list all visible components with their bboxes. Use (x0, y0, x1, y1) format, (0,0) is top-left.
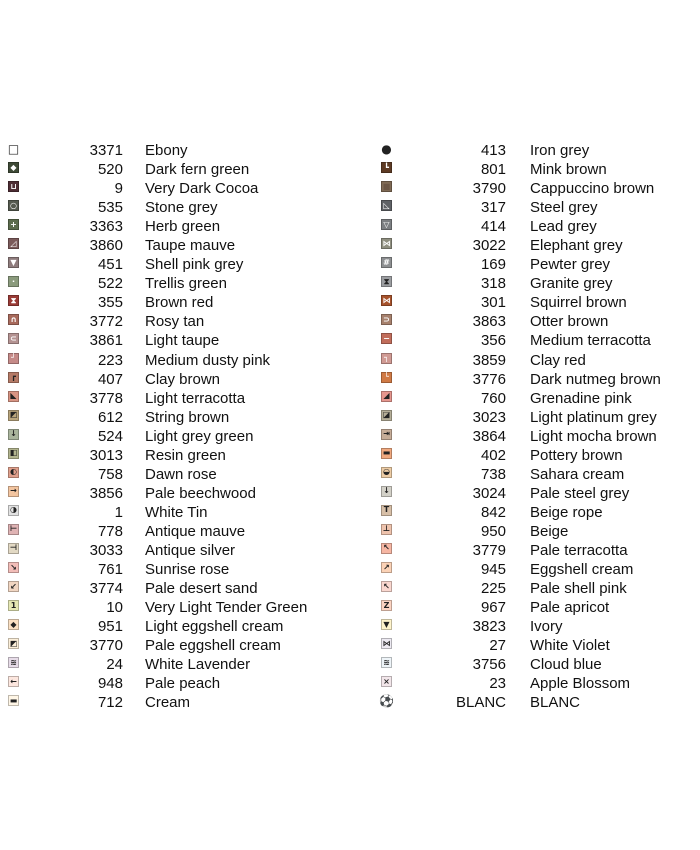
thread-code: BLANC (455, 694, 506, 712)
color-swatch-icon (381, 695, 392, 706)
thread-name: Resin green (145, 446, 226, 464)
thread-name: Light grey green (145, 427, 254, 445)
thread-code: 356 (480, 332, 506, 350)
symbol-glyph: ⇥ (383, 429, 390, 439)
symbol-glyph: ⊣ (9, 543, 18, 553)
color-swatch-icon (8, 581, 19, 592)
thread-code: 522 (97, 275, 123, 293)
thread-name: Pale apricot (530, 599, 610, 617)
thread-name: Elephant grey (530, 237, 623, 255)
color-swatch-icon (381, 562, 392, 573)
color-swatch-icon (381, 486, 392, 497)
color-swatch-icon (381, 238, 392, 249)
thread-name: Cappuccino brown (530, 180, 655, 198)
symbol-glyph: ◣ (10, 391, 17, 401)
thread-name: Stone grey (145, 199, 218, 217)
thread-name: Light taupe (145, 332, 220, 350)
thread-name: White Tin (145, 503, 208, 521)
thread-name: Mink brown (530, 161, 607, 179)
thread-code: 3371 (89, 142, 123, 159)
symbol-glyph: ⧗ (383, 276, 390, 286)
thread-name: BLANC (530, 694, 581, 712)
symbol-glyph: ↙ (10, 581, 17, 591)
symbol-glyph: └ (384, 372, 389, 382)
symbol-glyph: ● (381, 141, 392, 156)
symbol-glyph: ↓ (10, 429, 17, 439)
thread-code: 3778 (89, 389, 123, 407)
symbol-glyph: ◐ (10, 467, 17, 477)
color-swatch-icon (8, 410, 19, 421)
thread-code: 712 (97, 694, 123, 712)
color-swatch-icon (8, 295, 19, 306)
symbol-glyph: × (383, 676, 390, 686)
thread-code: 3772 (89, 313, 123, 331)
thread-name: Dark nutmeg brown (530, 370, 661, 388)
thread-name: Light terracotta (145, 389, 246, 407)
thread-name: Apple Blossom (530, 675, 631, 693)
thread-code: 3859 (472, 351, 506, 369)
symbol-glyph: + (10, 219, 17, 229)
thread-name: Medium dusty pink (145, 351, 271, 369)
thread-code: 317 (480, 199, 506, 217)
thread-name: Beige rope (530, 503, 603, 521)
thread-code: 301 (480, 294, 506, 312)
thread-name: Sahara cream (530, 465, 625, 483)
color-swatch-icon (381, 600, 392, 611)
symbol-glyph: ⊥ (382, 524, 391, 534)
thread-name: Medium terracotta (530, 332, 651, 350)
thread-name: Pale desert sand (145, 580, 258, 598)
thread-name: Pottery brown (530, 446, 623, 464)
thread-name: Shell pink grey (145, 256, 244, 274)
thread-code: 3774 (89, 580, 123, 598)
color-swatch-icon (381, 638, 392, 649)
color-swatch-icon (381, 314, 392, 325)
thread-name: Iron grey (530, 142, 590, 159)
symbol-glyph: ◢ (383, 391, 390, 401)
thread-code: 3856 (89, 484, 123, 502)
thread-code: 535 (97, 199, 123, 217)
color-swatch-icon (381, 467, 392, 478)
thread-code: 945 (480, 561, 506, 579)
thread-name: Light platinum grey (530, 408, 657, 426)
thread-name: White Lavender (145, 656, 251, 674)
symbol-glyph: · (11, 276, 16, 286)
symbol-glyph: ◩ (9, 410, 18, 420)
thread-code: 3023 (472, 408, 506, 426)
thread-name: Light mocha brown (530, 427, 657, 445)
thread-name: White Violet (530, 637, 610, 655)
symbol-glyph: ⊔ (10, 181, 17, 191)
color-swatch-icon (8, 486, 19, 497)
thread-code: 524 (97, 427, 123, 445)
thread-name: Lead grey (530, 218, 597, 236)
symbol-glyph: ⋈ (382, 238, 391, 248)
symbol-glyph: ▬ (9, 695, 18, 705)
thread-code: 1 (114, 503, 123, 521)
thread-name: Ebony (145, 142, 188, 159)
color-swatch-icon (381, 429, 392, 440)
thread-code: 3776 (472, 370, 506, 388)
symbol-glyph: ┐ (384, 353, 389, 363)
thread-name: Pale steel grey (530, 484, 630, 502)
thread-code: 842 (480, 503, 506, 521)
symbol-glyph: Z (383, 600, 390, 610)
thread-code: 3861 (89, 332, 123, 350)
symbol-glyph: ▬ (382, 448, 391, 458)
symbol-glyph: ▼ (383, 619, 390, 629)
color-swatch-icon (8, 600, 19, 611)
symbol-glyph: ◺ (383, 200, 390, 210)
color-swatch-icon (381, 372, 392, 383)
thread-code: 451 (97, 256, 123, 274)
thread-name: Cloud blue (530, 656, 602, 674)
symbol-glyph: ┗ (384, 162, 389, 172)
color-swatch-icon (8, 562, 19, 573)
color-swatch-icon (8, 238, 19, 249)
thread-name: Light eggshell cream (145, 618, 284, 636)
symbol-glyph: → (10, 486, 17, 496)
thread-name: Ivory (530, 618, 563, 636)
thread-name: Steel grey (530, 199, 598, 217)
symbol-glyph: ⊃ (383, 314, 390, 324)
thread-name: Pale terracotta (530, 541, 628, 559)
color-swatch-icon (8, 181, 19, 192)
thread-code: 778 (97, 522, 123, 540)
symbol-glyph: # (383, 257, 390, 267)
thread-name: Rosy tan (145, 313, 205, 331)
color-swatch-icon (381, 676, 392, 687)
thread-name: Trellis green (145, 275, 227, 293)
thread-name: Squirrel brown (530, 294, 627, 312)
color-swatch-icon (381, 543, 392, 554)
color-swatch-icon (8, 200, 19, 211)
symbol-glyph: ⊢ (9, 524, 18, 534)
thread-name: Eggshell cream (530, 561, 634, 579)
thread-name: Clay brown (145, 370, 221, 388)
color-swatch-icon (381, 219, 392, 230)
color-swatch-icon (381, 162, 392, 173)
thread-name: Pale beechwood (145, 484, 256, 502)
thread-code: 520 (97, 161, 123, 179)
thread-name: Beige (530, 522, 569, 540)
symbol-glyph: ↗ (383, 562, 390, 572)
thread-code: 23 (489, 675, 506, 693)
symbol-glyph: ↘ (10, 562, 17, 572)
symbol-glyph: ◩ (9, 638, 18, 648)
thread-code: 27 (489, 637, 506, 655)
thread-name: Pewter grey (530, 256, 611, 274)
color-swatch-icon (8, 505, 19, 516)
color-swatch-icon (381, 276, 392, 287)
color-swatch-icon (8, 314, 19, 325)
color-swatch-icon (381, 524, 392, 535)
color-swatch-icon (8, 619, 19, 630)
thread-code: 760 (480, 389, 506, 407)
symbol-glyph: ⋈ (382, 638, 391, 648)
color-swatch-icon (8, 524, 19, 535)
symbol-glyph: ▼ (10, 257, 17, 267)
symbol-glyph: ← (10, 676, 17, 686)
color-swatch-icon (8, 143, 19, 154)
color-swatch-icon (8, 276, 19, 287)
symbol-glyph: ◆ (10, 619, 17, 629)
thread-code: 169 (480, 256, 506, 274)
color-swatch-icon (8, 695, 19, 706)
color-swatch-icon (8, 638, 19, 649)
thread-code: 761 (97, 561, 123, 579)
symbol-glyph: − (383, 333, 390, 343)
symbol-glyph: 1 (10, 600, 17, 610)
thread-name: Dawn rose (145, 465, 217, 483)
symbol-glyph: ▽ (383, 219, 390, 229)
symbol-glyph: ⋈ (382, 295, 391, 305)
thread-code: 413 (480, 142, 506, 159)
color-swatch-icon (381, 143, 392, 154)
symbol-glyph: ≋ (383, 657, 390, 667)
symbol-glyph: ■ (382, 181, 391, 191)
thread-code: 801 (480, 161, 506, 179)
color-swatch-icon (381, 581, 392, 592)
symbol-glyph: ┏ (11, 372, 16, 382)
symbol-glyph: ◧ (9, 448, 18, 458)
color-swatch-icon (381, 657, 392, 668)
thread-name: Cream (145, 694, 191, 712)
thread-code: 3024 (472, 484, 506, 502)
color-swatch-icon (8, 372, 19, 383)
symbol-glyph: ↓ (383, 486, 390, 496)
thread-name: Pale peach (145, 675, 221, 693)
symbol-glyph: □ (7, 141, 20, 156)
symbol-glyph: ⧗ (10, 295, 17, 305)
symbol-glyph: ↖ (383, 581, 390, 591)
thread-code: 3790 (472, 180, 506, 198)
color-swatch-icon (8, 467, 19, 478)
color-swatch-icon (381, 181, 392, 192)
thread-name: Grenadine pink (530, 389, 632, 407)
symbol-glyph: ⚽ (379, 693, 394, 708)
thread-name: Brown red (145, 294, 214, 312)
color-swatch-icon (381, 619, 392, 630)
thread-name: Antique silver (145, 541, 236, 559)
thread-code: 24 (106, 656, 123, 674)
thread-code: 355 (97, 294, 123, 312)
symbol-glyph: ⊂ (10, 333, 17, 343)
symbol-glyph: ≋ (10, 657, 17, 667)
thread-code: 414 (480, 218, 506, 236)
symbol-glyph: ↖ (383, 543, 390, 553)
thread-name: String brown (145, 408, 230, 426)
thread-code: 950 (480, 522, 506, 540)
thread-name: Herb green (145, 218, 221, 236)
symbol-glyph: ◆ (10, 162, 17, 172)
color-swatch-icon (381, 257, 392, 268)
thread-code: 948 (97, 675, 123, 693)
thread-name: Pale eggshell cream (145, 637, 281, 655)
color-swatch-icon (381, 333, 392, 344)
color-swatch-icon (8, 429, 19, 440)
thread-code: 3860 (89, 237, 123, 255)
color-swatch-icon (381, 448, 392, 459)
symbol-glyph: T (383, 505, 390, 515)
thread-code: 402 (480, 446, 506, 464)
thread-name: Very Light Tender Green (145, 599, 308, 617)
color-swatch-icon (381, 200, 392, 211)
symbol-glyph: ◿ (10, 238, 17, 248)
thread-code: 3013 (89, 446, 123, 464)
thread-code: 407 (97, 370, 123, 388)
color-swatch-icon (381, 295, 392, 306)
thread-code: 223 (97, 351, 123, 369)
thread-code: 3779 (472, 541, 506, 559)
thread-name: Very Dark Cocoa (145, 180, 259, 198)
thread-code: 3823 (472, 618, 506, 636)
symbol-glyph: ∩ (10, 314, 17, 324)
thread-name: Sunrise rose (145, 561, 230, 579)
thread-code: 951 (97, 618, 123, 636)
color-swatch-icon (8, 353, 19, 364)
thread-name: Otter brown (530, 313, 609, 331)
thread-code: 3756 (472, 656, 506, 674)
thread-code: 612 (97, 408, 123, 426)
symbol-glyph: ◪ (382, 410, 391, 420)
thread-code: 3363 (89, 218, 123, 236)
thread-name: Dark fern green (145, 161, 250, 179)
thread-code: 318 (480, 275, 506, 293)
color-swatch-icon (8, 391, 19, 402)
thread-code: 758 (97, 465, 123, 483)
color-swatch-icon (8, 676, 19, 687)
symbol-glyph: ┘ (11, 353, 16, 363)
symbol-glyph: ○ (10, 200, 17, 210)
color-swatch-icon (8, 162, 19, 173)
thread-code: 10 (106, 599, 123, 617)
thread-code: 3863 (472, 313, 506, 331)
color-swatch-icon (8, 219, 19, 230)
color-swatch-icon (8, 257, 19, 268)
thread-name: Antique mauve (145, 522, 246, 540)
thread-name: Granite grey (530, 275, 613, 293)
thread-code: 225 (480, 580, 506, 598)
color-swatch-icon (8, 333, 19, 344)
thread-code: 3864 (472, 427, 506, 445)
color-swatch-icon (381, 353, 392, 364)
thread-code: 3770 (89, 637, 123, 655)
symbol-glyph: ◑ (10, 505, 17, 515)
symbol-glyph: ◒ (383, 467, 390, 477)
thread-code: 9 (114, 180, 123, 198)
thread-name: Pale shell pink (530, 580, 627, 598)
color-swatch-icon (381, 505, 392, 516)
thread-code: 3022 (472, 237, 506, 255)
color-swatch-icon (8, 543, 19, 554)
thread-name: Taupe mauve (145, 237, 236, 255)
thread-code: 967 (480, 599, 506, 617)
thread-name: Clay red (530, 351, 586, 369)
color-swatch-icon (8, 448, 19, 459)
color-swatch-icon (381, 391, 392, 402)
color-swatch-icon (8, 657, 19, 668)
color-swatch-icon (381, 410, 392, 421)
thread-code: 3033 (89, 541, 123, 559)
thread-code: 738 (480, 465, 506, 483)
